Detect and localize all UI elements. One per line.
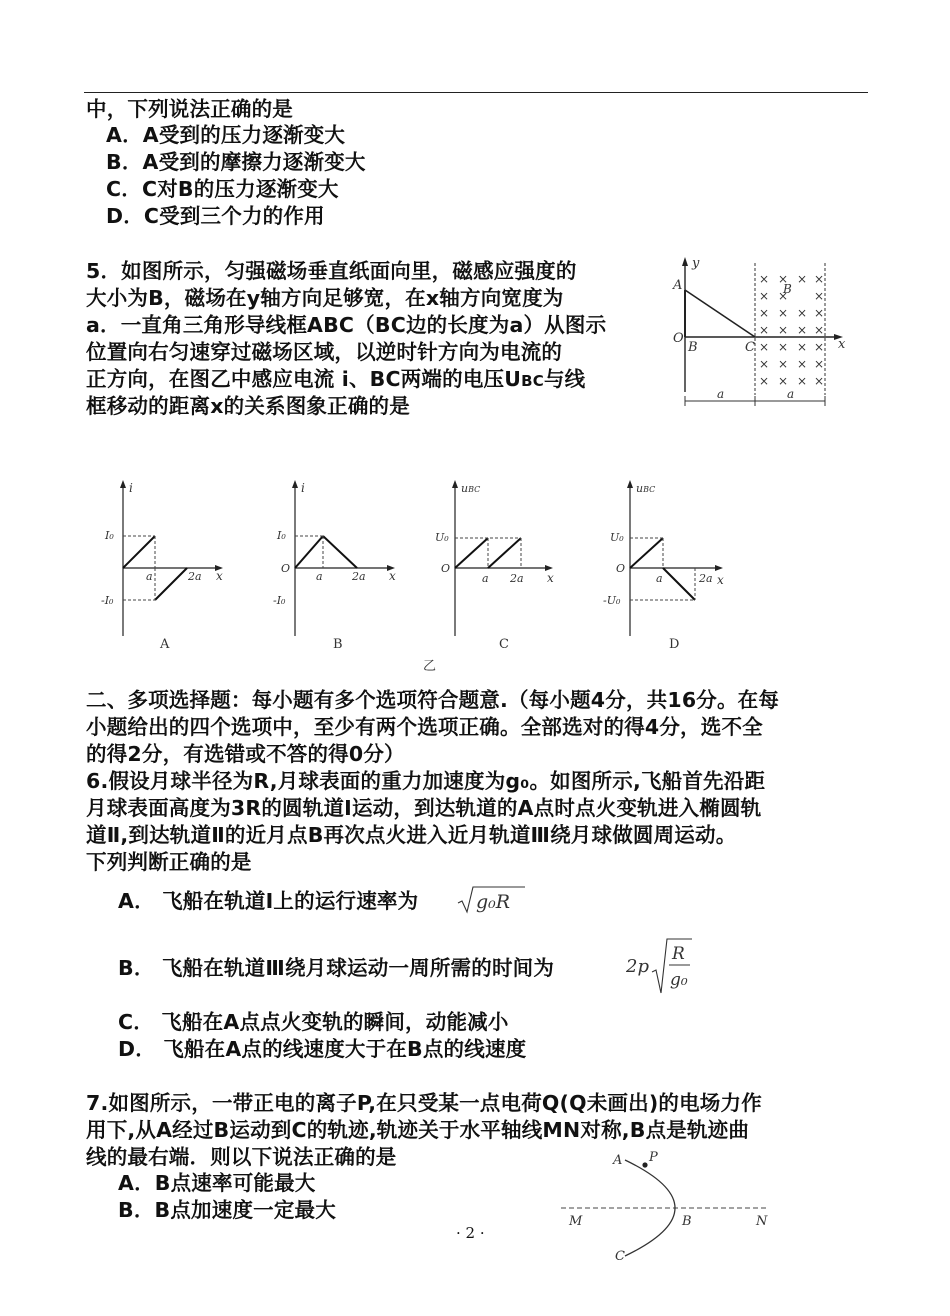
section2-line-2: 小题给出的四个选项中，至少有两个选项正确。全部选对的得4分，选不全 <box>86 715 763 739</box>
q7-point-n: N <box>756 1214 768 1229</box>
graph-c-tick-2a: 2a <box>510 572 524 585</box>
graph-a-x-label: x <box>216 569 223 583</box>
field-cross-mark: × <box>759 323 770 337</box>
field-cross-mark: × <box>814 374 825 388</box>
fig5-x-label: x <box>838 337 846 352</box>
field-cross-mark: × <box>759 306 770 320</box>
graph-d-tick-a: a <box>656 572 663 585</box>
fig5-y-label: y <box>692 256 700 271</box>
graph-c-tick-a: a <box>482 572 489 585</box>
graph-d-y-main: u <box>636 482 644 495</box>
field-cross-mark: × <box>759 272 770 286</box>
q6-option-b-num: R <box>672 944 685 964</box>
q6-option-a-formula: g₀R <box>476 891 511 913</box>
field-cross-mark: × <box>759 357 770 371</box>
graph-a-tick-2a: 2a <box>188 570 202 583</box>
q6-option-b-coef: 2p <box>626 956 649 977</box>
fig5-width-1: a <box>717 387 725 401</box>
graphs-caption: 乙 <box>423 659 437 674</box>
fig5-field-b: B <box>783 282 792 296</box>
field-cross-mark: × <box>797 306 808 320</box>
field-cross-mark: × <box>778 272 789 286</box>
q7-option-a: A．B点速率可能最大 <box>118 1171 316 1195</box>
field-cross-mark: × <box>814 289 825 303</box>
graph-b-top: I₀ <box>277 529 286 542</box>
q7-option-b: B．B点加速度一定最大 <box>118 1198 336 1222</box>
q6-option-b-text: B． 飞船在轨道Ⅲ绕月球运动一周所需的时间为 <box>118 956 555 980</box>
graph-d <box>603 480 724 652</box>
graph-d-y-label <box>636 482 655 495</box>
field-cross-mark: × <box>814 272 825 286</box>
q4-option-a: A．A受到的压力逐渐变大 <box>106 123 346 147</box>
q5-ubc-subscript: BC <box>521 372 544 390</box>
graph-d-name: D <box>669 637 680 652</box>
header-rule <box>84 92 868 93</box>
graph-a-tick-a: a <box>146 570 153 583</box>
q5-line-2: 大小为B，磁场在y轴方向足够宽，在x轴方向宽度为 <box>86 286 564 310</box>
graph-d-origin: O <box>616 562 626 575</box>
fig5-point-b: B <box>688 340 698 355</box>
graph-b-y-label: i <box>301 481 305 495</box>
fig5-width-2: a <box>787 387 795 401</box>
q6-option-b-formula <box>626 935 696 995</box>
field-cross-mark: × <box>759 289 770 303</box>
q5-line-6: 框移动的距离x的关系图象正确的是 <box>86 394 410 418</box>
graph-b-bottom: -I₀ <box>273 594 286 607</box>
q5-line-5-text: 正方向，在图乙中感应电流 i、BC两端的电压U <box>86 367 522 391</box>
graph-a-bottom: -I₀ <box>101 594 114 607</box>
field-cross-mark: × <box>797 272 808 286</box>
field-cross-mark: × <box>797 340 808 354</box>
field-cross-mark: × <box>759 374 770 388</box>
q4-stem: 中，下列说法正确的是 <box>86 97 293 121</box>
section2-line-1: 二、多项选择题：每小题有多个选项符合题意.（每小题4分，共16分。在每 <box>86 688 780 712</box>
graph-c-top: U₀ <box>435 531 449 544</box>
q6-line-4: 下列判断正确的是 <box>86 850 252 874</box>
q6-line-1: 6.假设月球半径为R,月球表面的重力加速度为g₀。如图所示,飞船首先沿距 <box>86 769 766 793</box>
field-cross-mark: × <box>814 323 825 337</box>
field-cross-mark: × <box>778 357 789 371</box>
graph-a-name: A <box>160 637 170 652</box>
q6-option-b <box>118 955 554 981</box>
field-cross-mark: × <box>778 340 789 354</box>
graph-a-y-label: i <box>129 481 133 495</box>
q7-trajectory-figure <box>555 1148 785 1266</box>
q6-option-a <box>118 888 418 914</box>
q6-option-b-den: g₀ <box>670 970 688 990</box>
section2-line-3: 的得2分，有选错或不答的得0分） <box>86 742 405 766</box>
graph-d-top: U₀ <box>610 531 624 544</box>
q4-option-d: D．C受到三个力的作用 <box>106 204 325 228</box>
graph-c <box>435 480 554 652</box>
graph-c-y-label <box>461 482 480 495</box>
q6-line-2: 月球表面高度为3R的圆轨道Ⅰ运动，到达轨道的A点时点火变轨进入椭圆轨 <box>86 796 762 820</box>
field-cross-mark: × <box>778 323 789 337</box>
graph-d-bottom: -U₀ <box>603 594 621 607</box>
graph-c-name: C <box>499 637 509 652</box>
graph-a-top: I₀ <box>105 529 114 542</box>
field-cross-mark: × <box>778 306 789 320</box>
fig5-origin: O <box>673 331 684 346</box>
graph-c-y-sub: BC <box>468 485 481 494</box>
field-cross-mark: × <box>797 374 808 388</box>
q7-point-m: M <box>569 1214 583 1229</box>
fig5-point-c: C <box>745 340 755 355</box>
graph-b-tick-2a: 2a <box>352 570 366 583</box>
field-cross-mark: × <box>778 374 789 388</box>
graph-c-y-main: u <box>461 482 469 495</box>
graph-c-x-label: x <box>547 571 554 585</box>
field-cross-mark: × <box>797 357 808 371</box>
q5-field-figure <box>670 255 860 410</box>
graph-d-y-sub: BC <box>643 485 656 494</box>
field-cross-mark: × <box>814 306 825 320</box>
field-cross-mark: × <box>814 340 825 354</box>
q7-point-c: C <box>615 1249 625 1264</box>
q5-graphs-figure <box>95 476 735 676</box>
q5-line-3: a．一直角三角形导线框ABC（BC边的长度为a）从图示 <box>86 313 607 337</box>
graph-b-x-label: x <box>389 569 396 583</box>
graph-b-name: B <box>333 637 343 652</box>
q6-option-d: D． 飞船在A点的线速度大于在B点的线速度 <box>118 1037 527 1061</box>
fig5-point-a: A <box>673 278 683 293</box>
field-cross-mark: × <box>759 340 770 354</box>
graph-a <box>101 480 223 652</box>
q7-point-a: A <box>613 1153 623 1168</box>
q6-line-3: 道Ⅱ,到达轨道Ⅱ的近月点B再次点火进入近月轨道Ⅲ绕月球做圆周运动。 <box>86 823 737 847</box>
q7-line-1: 7.如图所示，一带正电的离子P,在只受某一点电荷Q(Q未画出)的电场力作 <box>86 1091 762 1115</box>
graph-c-origin: O <box>441 562 451 575</box>
q4-option-b: B．A受到的摩擦力逐渐变大 <box>106 150 366 174</box>
graph-d-tick-2a: 2a <box>699 572 713 585</box>
q5-line-5 <box>86 366 585 394</box>
q6-option-a-sqrt <box>457 884 527 916</box>
field-cross-mark: × <box>814 357 825 371</box>
q7-line-3: 线的最右端．则以下说法正确的是 <box>86 1145 397 1169</box>
graph-b <box>273 480 396 652</box>
q6-option-c: C． 飞船在A点点火变轨的瞬间，动能减小 <box>118 1010 509 1034</box>
q7-point-p: P <box>649 1150 658 1165</box>
field-cross-mark: × <box>778 289 789 303</box>
q6-option-a-text: A． 飞船在轨道Ⅰ上的运行速率为 <box>118 889 419 913</box>
q7-point-b: B <box>682 1214 692 1229</box>
q7-line-2: 用下,从A经过B运动到C的轨迹,轨迹关于水平轴线MN对称,B点是轨迹曲 <box>86 1118 750 1142</box>
q4-option-c: C．C对B的压力逐渐变大 <box>106 177 339 201</box>
graph-d-x-label: x <box>717 573 724 587</box>
graph-b-tick-a: a <box>316 570 323 583</box>
q5-line-5-tail: 与线 <box>543 367 586 391</box>
field-cross-mark: × <box>797 323 808 337</box>
q5-line-1: 5．如图所示，匀强磁场垂直纸面向里，磁感应强度的 <box>86 259 577 283</box>
page-number: · 2 · <box>456 1224 485 1242</box>
q5-line-4: 位置向右匀速穿过磁场区域，以逆时针方向为电流的 <box>86 340 563 364</box>
graph-b-origin: O <box>281 562 291 575</box>
